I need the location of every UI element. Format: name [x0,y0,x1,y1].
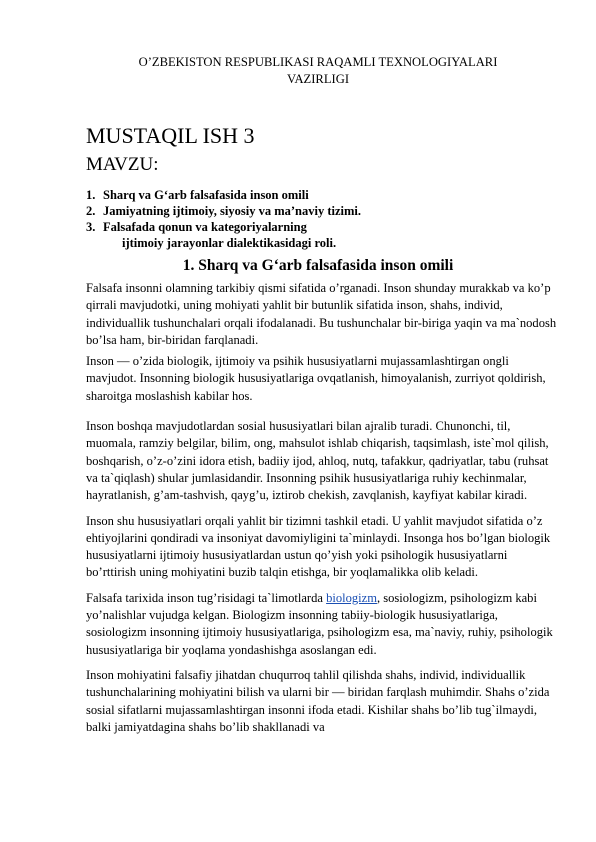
paragraph: Inson mohiyatini falsafiy jihatdan chuqurroq tahlil qilishda shahs, individ, individuallik tushunchalarining mohiyatini bilish va ularni bir — biridan farqlash muhimdir. Shahs o’zida sosial sifatlarni mujassamlashtirgan insonni ifoda etadi. Kishilar shahs bo’lib tug`ilmaydi, balki jamiyatdagina shahs bo’lib shakllanadi va [86,667,550,734]
paragraph: Inson — o’zida biologik, ijtimoiy va psihik hususiyatlarni mujassamlashtirgan ongli mavjudot. Insonning biologik hususiyatlariga ovqatlanish, himoyalanish, zurriyot qoldirish, sharoitga moslashish kabilar hos. [86,354,546,403]
topic-number: 2. [86,204,96,218]
topic-item [86,219,556,235]
topic-text: Sharq va G‘arb falsafasida inson omili [103,188,309,202]
topic-text: Jamiyatning ijtimoiy, siyosiy va ma’naviy tizimi. [103,204,361,218]
section-heading: 1. Sharq va G‘arb falsafasida inson omili [182,257,454,274]
topic-label: MAVZU: [86,154,159,175]
topic-number: 1. [86,188,96,202]
paragraph: Inson boshqa mavjudotlardan sosial hususiyatlari bilan ajralib turadi. Chunonchi, til, muomala, ramziy belgilar, bilim, ong, mahsulot ishlab chiqarish, taqsimlash, iste`mol qilish, boshqarish, o’z-o’zini idora etish, badiiy ijod, ahloq, nutq, tafakkur, qadriyatlar, tabu (ruhsat va ta`qiqlash) shular jumlasidandir. Insonning psihik hususiyatlariga ruhiy kechinmalar, hayratlanish, g’am-tashvish, qayg’u, iztirob chekish, zavqlanish, kayfiyat kabilar kiradi. [86,419,549,503]
paragraph: Falsafa insonni olamning tarkibiy qismi sifatida o’rganadi. Inson shunday murakkab va ko’p qirrali mavjudotki, uning mohiyati yahlit bir butunlik sifatida inson, shahs, individ, individuallik tushunchalari orqali ifodalanadi. Bu tushunchalar bir-biriga yaqin va ma`nodosh bo’lsa ham, bir-biridan farqlanadi. [86,281,557,347]
ministry-header [86,54,550,88]
paragraph [86,590,560,659]
topic-list [86,187,556,251]
topic-text: Falsafada qonun va kategoriyalarning [103,220,307,234]
document-title: MUSTAQIL ISH 3 [86,123,255,148]
paragraph: Inson shu hususiyatlari orqali yahlit bir tizimni tashkil etadi. U yahlit mavjudot sifatida o’z ehtiyojlarini qondiradi va insoniyat davomiyligini ta`minlaydi. Insonga hos bo’lgan biologik hususiyatlarni ijtimoiy hususiyatlardan ustun qo’yish yoki psihologik hususiyatlarni bo’rttirish uning mohiyatini buzib talqin etishga, bir yoqlamalikka olib keladi. [86,513,551,580]
topic-item [86,187,556,203]
ministry-header-line-1: O’ZBEKISTON RESPUBLIKASI RAQAMLI TEXNOLOGIYALARI [138,55,498,69]
paragraph-text: , sosiologizm, psihologizm kabi yo’nalishlar vujudga kelgan. Biologizm insonning tabiiy-biologik hususiyatlariga, sosiologizm insonning ijtimoiy hususiyatlariga, psihologizm esa, ma`naviy, ruhiy, psihologik hususiyatlariga bir yoqlama yondashishga asoslangan edi. [86,590,553,657]
topic-number: 3. [86,220,96,234]
paragraph-text: Falsafa tarixida inson tug’risidagi ta`limotlarda [86,590,327,605]
topic-text-continuation: ijtimoiy jarayonlar dialektikasidagi roli. [122,236,337,250]
topic-item [86,203,556,219]
biologizm-link[interactable]: biologizm [326,590,377,605]
ministry-header-line-2: VAZIRLIGI [286,72,350,86]
body-text [86,280,560,740]
